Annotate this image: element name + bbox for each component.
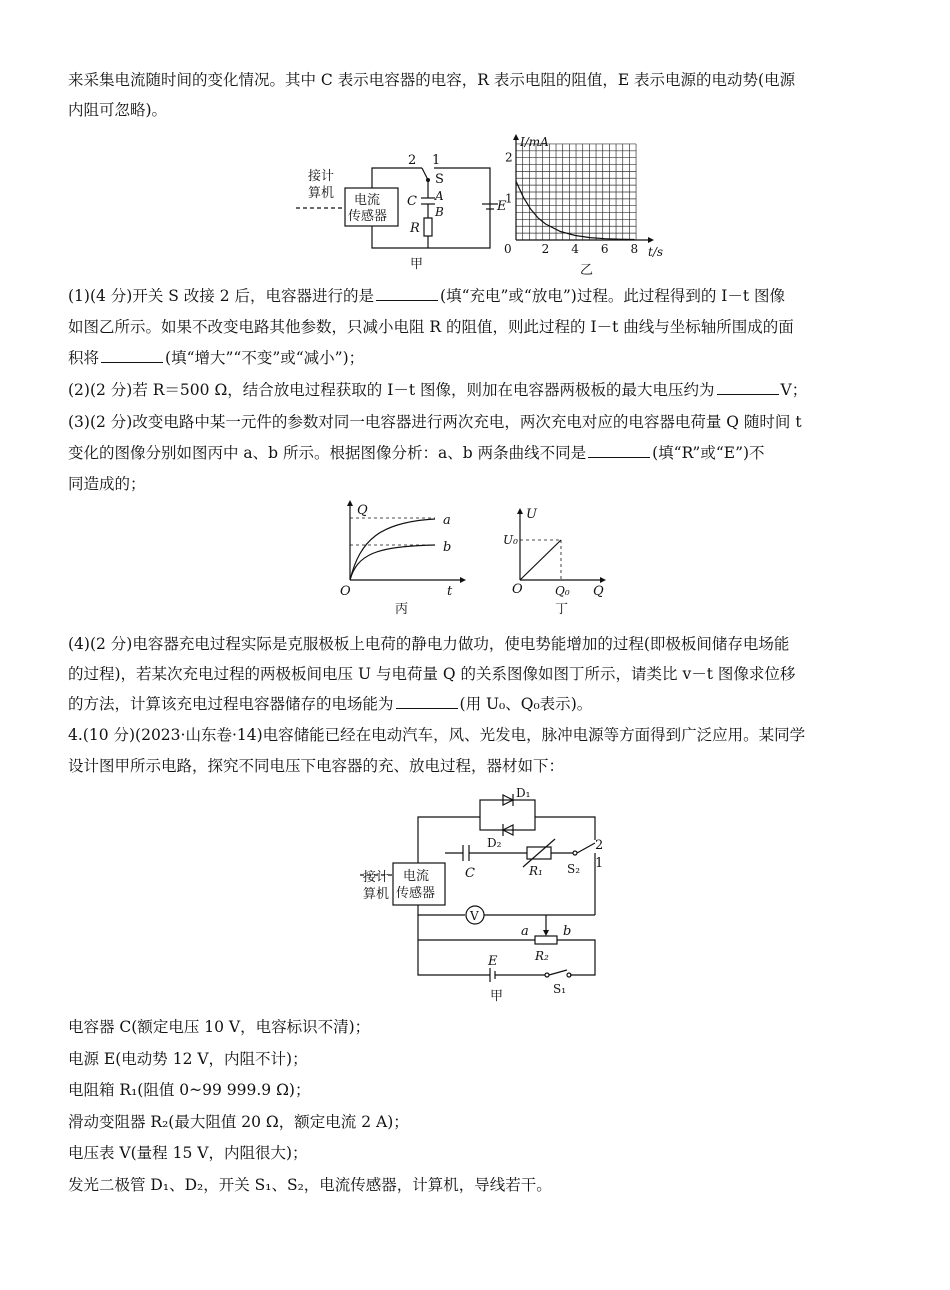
sensor-label-1: 电流	[354, 193, 381, 208]
q-axis-label: Q	[357, 503, 368, 518]
x-axis-label: t/s	[648, 245, 664, 259]
y-tick-label: 2	[505, 150, 513, 165]
figure-bing-ding	[335, 500, 615, 625]
u-axis-label: U	[526, 507, 537, 522]
material-item: 电容器 C(额定电压 10 V，电容标识不清)；	[68, 1018, 371, 1036]
y-tick-label: 1	[505, 191, 513, 206]
caption-jia: 甲	[410, 257, 424, 272]
series-line-I-t	[516, 181, 635, 239]
plate-b: B	[435, 205, 444, 219]
caption-jia-2: 甲	[490, 989, 504, 1004]
material-item: 电源 E(电动势 12 V，内阻不计)；	[68, 1050, 308, 1068]
curve-b-label: b	[443, 540, 452, 555]
caption-ding: 丁	[555, 602, 569, 617]
q4-line-1: (4)(2 分)电容器充电过程实际是克服极板上电荷的静电力做功，使电势能增加的过程(即极板间储存电场能	[68, 635, 790, 653]
pos-1: 1	[432, 153, 441, 168]
material-item: 滑动变阻器 R₂(最大阻值 20 Ω，额定电流 2 A)；	[68, 1113, 409, 1131]
material-item: 发光二极管 D₁、D₂，开关 S₁、S₂，电流传感器，计算机，导线若干。	[68, 1176, 552, 1194]
q2-blank[interactable]	[717, 380, 779, 395]
q1-blank-1[interactable]	[376, 286, 438, 301]
x-tick-label: 8	[630, 242, 639, 256]
q1-text-c: 积将	[68, 349, 100, 367]
p4-line-1: 4.(10 分)(2023·山东卷·14)电容储能已经在电动汽车，风、光发电，脉冲电源等方面得到广泛应用。某同学	[68, 726, 806, 744]
res-r: R	[410, 221, 420, 236]
q1-text-d: (填“增大”“不变”或“减小”)；	[165, 349, 365, 367]
u-q-line	[520, 540, 561, 580]
q4-line-3	[68, 692, 592, 716]
intro-line-2: 内阻可忽略)。	[68, 101, 168, 119]
s2-label: S₂	[567, 862, 581, 876]
curve-a	[350, 519, 435, 580]
curve-a-label: a	[443, 513, 451, 528]
resistor-r	[424, 218, 432, 236]
p4-line-2: 设计图甲所示电路，探究不同电压下电容器的充、放电过程，器材如下：	[68, 757, 565, 775]
origin-label: O	[340, 584, 351, 599]
u0-label: U₀	[503, 533, 518, 547]
q1-blank-2[interactable]	[101, 348, 163, 363]
q-axis-label-2: Q	[593, 584, 604, 599]
c-label: C	[465, 866, 475, 881]
computer-label-2: 算机	[363, 887, 390, 902]
q1-text-a: (1)(4 分)开关 S 改接 2 后，电容器进行的是	[68, 287, 375, 305]
origin-label-2: O	[512, 582, 523, 597]
q3-blank[interactable]	[588, 443, 650, 458]
cap-c: C	[407, 194, 417, 209]
switch-s2	[577, 843, 595, 853]
s1-label: S₁	[553, 982, 567, 996]
rheostat-r2	[535, 936, 557, 944]
y-axis-label: I/mA	[520, 135, 549, 149]
v-label: V	[470, 909, 479, 923]
a-label: a	[521, 924, 529, 939]
switch-s: S	[435, 172, 444, 187]
figure-circuit-p4	[355, 785, 620, 1005]
q3-line-1: (3)(2 分)改变电路中某一元件的参数对同一电容器进行两次充电，两次充电对应的电容器电荷量 Q 随时间 t	[68, 413, 802, 431]
q4-blank[interactable]	[396, 694, 458, 709]
sensor-label-2: 传感器	[348, 209, 388, 224]
figure-chart-yi	[500, 132, 675, 277]
q0-label: Q₀	[555, 584, 570, 598]
material-item: 电阻箱 R₁(阻值 0~99 999.9 Ω)；	[68, 1081, 311, 1099]
q4-text-b: (用 U₀、Q₀表示)。	[459, 695, 593, 713]
r1-label: R₁	[529, 864, 543, 878]
q2-text-a: (2)(2 分)若 R＝500 Ω，结合放电过程获取的 I－t 图像，则加在电容器两极板的最大电压约为	[68, 381, 715, 399]
plate-a: A	[435, 189, 444, 203]
q1-text-b: (填“充电”或“放电”)过程。此过程得到的 I－t 图像	[440, 287, 786, 305]
q2-text-b: V；	[780, 381, 808, 399]
caption-yi: 乙	[580, 263, 594, 278]
computer-label-1: 接计	[363, 870, 390, 885]
computer-label-1: 接计	[308, 169, 335, 184]
q3-text-a: 变化的图像分别如图丙中 a、b 所示。根据图像分析：a、b 两条曲线不同是	[68, 444, 587, 462]
t-axis-label: t	[447, 584, 453, 599]
q1-line-1	[68, 284, 785, 308]
q2-line	[68, 378, 807, 402]
q3-line-3: 同造成的；	[68, 475, 146, 493]
d2-label: D₂	[487, 836, 502, 850]
pos-2: 2	[408, 153, 417, 168]
switch-s1	[549, 970, 567, 975]
d1-label: D₁	[516, 786, 531, 800]
emf-e: E	[497, 199, 507, 214]
x-tick-label: 4	[571, 242, 579, 256]
q1-line-3	[68, 346, 364, 370]
q3-text-b: (填“R”或“E”)不	[652, 444, 765, 462]
material-item: 电压表 V(量程 15 V，内阻很大)；	[68, 1144, 308, 1162]
sensor-label-2: 传感器	[396, 886, 436, 901]
pos-1: 1	[595, 856, 604, 871]
e-label: E	[488, 954, 498, 969]
intro-line-1: 来采集电流随时间的变化情况。其中 C 表示电容器的电容，R 表示电阻的阻值，E 表示电源的电动势(电源	[68, 71, 796, 89]
r2-label: R₂	[535, 949, 549, 963]
x-tick-label: 0	[504, 242, 512, 256]
q4-text-a: 的方法，计算该充电过程电容器储存的电场能为	[68, 695, 394, 713]
b-label: b	[563, 924, 572, 939]
pos-2: 2	[595, 838, 604, 853]
x-tick-label: 2	[541, 242, 550, 256]
sensor-label-1: 电流	[403, 869, 430, 884]
q1-line-2: 如图乙所示。如果不改变电路其他参数，只减小电阻 R 的阻值，则此过程的 I－t 曲线与坐标轴所围成的面	[68, 318, 794, 336]
caption-bing: 丙	[395, 602, 409, 617]
figure-circuit-jia	[290, 150, 505, 275]
q4-line-2: 的过程)，若某次充电过程的两极板间电压 U 与电荷量 Q 的关系图像如图丁所示，请类比 v－t 图像求位移	[68, 665, 796, 683]
x-tick-label: 6	[600, 242, 609, 256]
computer-label-2: 算机	[308, 186, 335, 201]
q3-line-2	[68, 441, 765, 465]
